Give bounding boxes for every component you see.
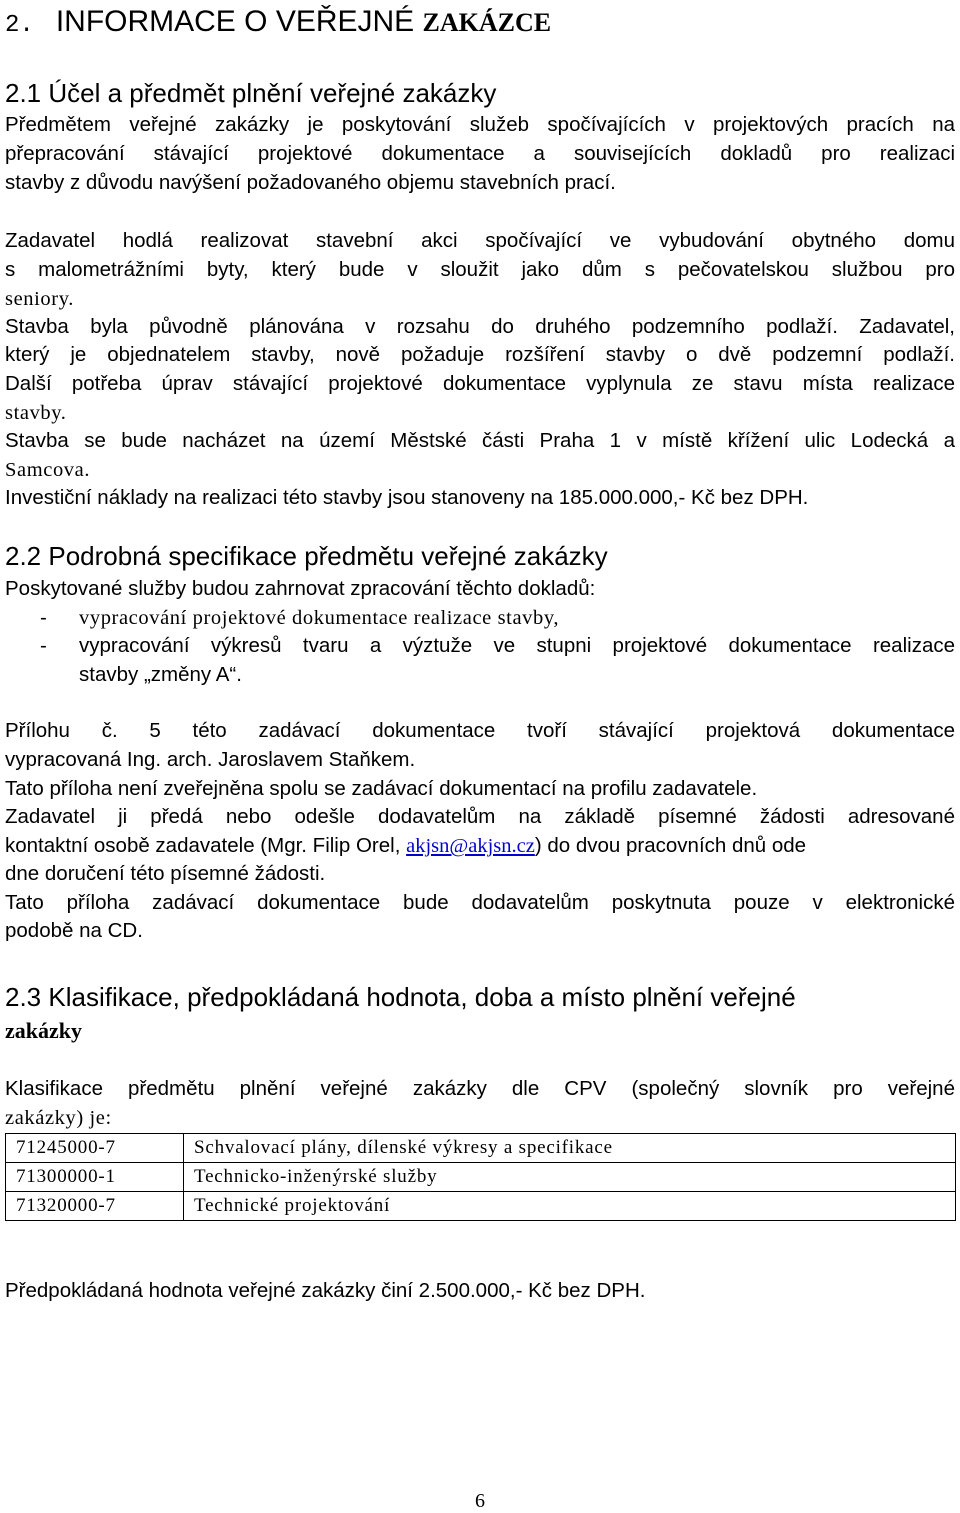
subsection-title-2-1: 2.1 Účel a předmět plnění veřejné zakázky <box>5 78 497 108</box>
paragraph-line-contact <box>5 832 955 860</box>
paragraph-line: který je objednatelem stavby, nově požaduje rozšíření stavby o dvě podzemní podlaží. <box>5 343 955 366</box>
paragraph-line: seniory. <box>5 288 74 310</box>
paragraph-line: zakázky) je: <box>5 1107 112 1129</box>
heading-text-tail: ZAKÁZCE <box>422 8 552 37</box>
heading-text: INFORMACE O VEŘEJNÉ <box>55 5 415 38</box>
cpv-code: 71320000-7 <box>6 1192 184 1221</box>
paragraph-line: přepracování stávající projektové dokumentace a souvisejících dokladů pro realizaci <box>5 142 955 165</box>
table-row <box>6 1134 956 1163</box>
estimated-value-line: Předpokládaná hodnota veřejné zakázky činí 2.500.000,- Kč bez DPH. <box>5 1279 646 1302</box>
paragraph-line: Zadavatel hodlá realizovat stavební akci spočívající ve vybudování obytného domu <box>5 229 955 252</box>
cpv-description: Schvalovací plány, dílenské výkresy a specifikace <box>184 1134 956 1163</box>
paragraph-line: stavby z důvodu navýšení požadovaného objemu stavebních prací. <box>5 171 616 194</box>
paragraph-line: Přílohu č. 5 této zadávací dokumentace tvoří stávající projektová dokumentace <box>5 719 955 742</box>
paragraph-line: s malometrážními byty, který bude v sloužit jako dům s pečovatelskou službou pro <box>5 258 955 281</box>
list-item-continuation: stavby „změny A“. <box>79 663 242 686</box>
cpv-code: 71245000-7 <box>6 1134 184 1163</box>
table-row <box>6 1163 956 1192</box>
paragraph-line: Tato příloha zadávací dokumentace bude dodavatelům poskytnuta pouze v elektronické <box>5 891 955 914</box>
list-bullet: - <box>40 634 47 657</box>
paragraph-line: Předmětem veřejné zakázky je poskytování služeb spočívajících v projektových pracích na <box>5 113 955 136</box>
section-heading <box>5 2 551 46</box>
subsection-title-2-3-line2: zakázky <box>5 1018 82 1043</box>
paragraph-line: Zadavatel ji předá nebo odešle dodavatelům na základě písemné žádosti adresované <box>5 805 955 828</box>
email-link[interactable]: akjsn@akjsn.cz <box>406 835 535 857</box>
paragraph-line: dne doručení této písemné žádosti. <box>5 862 326 885</box>
paragraph-line: Stavba byla původně plánována v rozsahu do druhého podzemního podlaží. Zadavatel, <box>5 315 955 338</box>
paragraph-line: Poskytované služby budou zahrnovat zpracování těchto dokladů: <box>5 577 596 600</box>
cpv-description: Technické projektování <box>184 1192 956 1221</box>
subsection-title-2-3: 2.3 Klasifikace, předpokládaná hodnota, doba a místo plnění veřejné <box>5 982 796 1012</box>
cpv-description: Technicko-inženýrské služby <box>184 1163 956 1192</box>
paragraph-line: Stavba se bude nacházet na území Městské části Praha 1 v místě křížení ulic Lodecká a <box>5 429 955 452</box>
paragraph-line: Klasifikace předmětu plnění veřejné zakázky dle CPV (společný slovník pro veřejné <box>5 1077 955 1100</box>
list-bullet: - <box>40 606 47 629</box>
subsection-title-2-2: 2.2 Podrobná specifikace předmětu veřejné zakázky <box>5 541 608 571</box>
paragraph-line: podobě na CD. <box>5 919 143 942</box>
paragraph-line: Samcova. <box>5 459 91 481</box>
paragraph-line: Další potřeba úprav stávající projektové dokumentace vyplynula ze stavu místa realizace <box>5 372 955 395</box>
cpv-code: 71300000-1 <box>6 1163 184 1192</box>
contact-text-before: kontaktní osobě zadavatele (Mgr. Filip Orel, <box>5 834 407 857</box>
cpv-table <box>5 1133 956 1221</box>
heading-number: 2. <box>5 12 34 39</box>
paragraph-line: stavby. <box>5 402 67 424</box>
paragraph-line: Tato příloha není zveřejněna spolu se zadávací dokumentací na profilu zadavatele. <box>5 777 758 800</box>
list-item: vypracování výkresů tvaru a výztuže ve stupni projektové dokumentace realizace <box>79 634 955 657</box>
contact-text-after: ) do dvou pracovních dnů ode <box>534 834 807 857</box>
page-number: 6 <box>475 1490 485 1512</box>
list-item: vypracování projektové dokumentace realizace stavby, <box>79 607 560 629</box>
paragraph-line: Investiční náklady na realizaci této stavby jsou stanoveny na 185.000.000,- Kč bez DPH. <box>5 486 809 509</box>
paragraph-line: vypracovaná Ing. arch. Jaroslavem Staňkem. <box>5 748 416 771</box>
table-row <box>6 1192 956 1221</box>
